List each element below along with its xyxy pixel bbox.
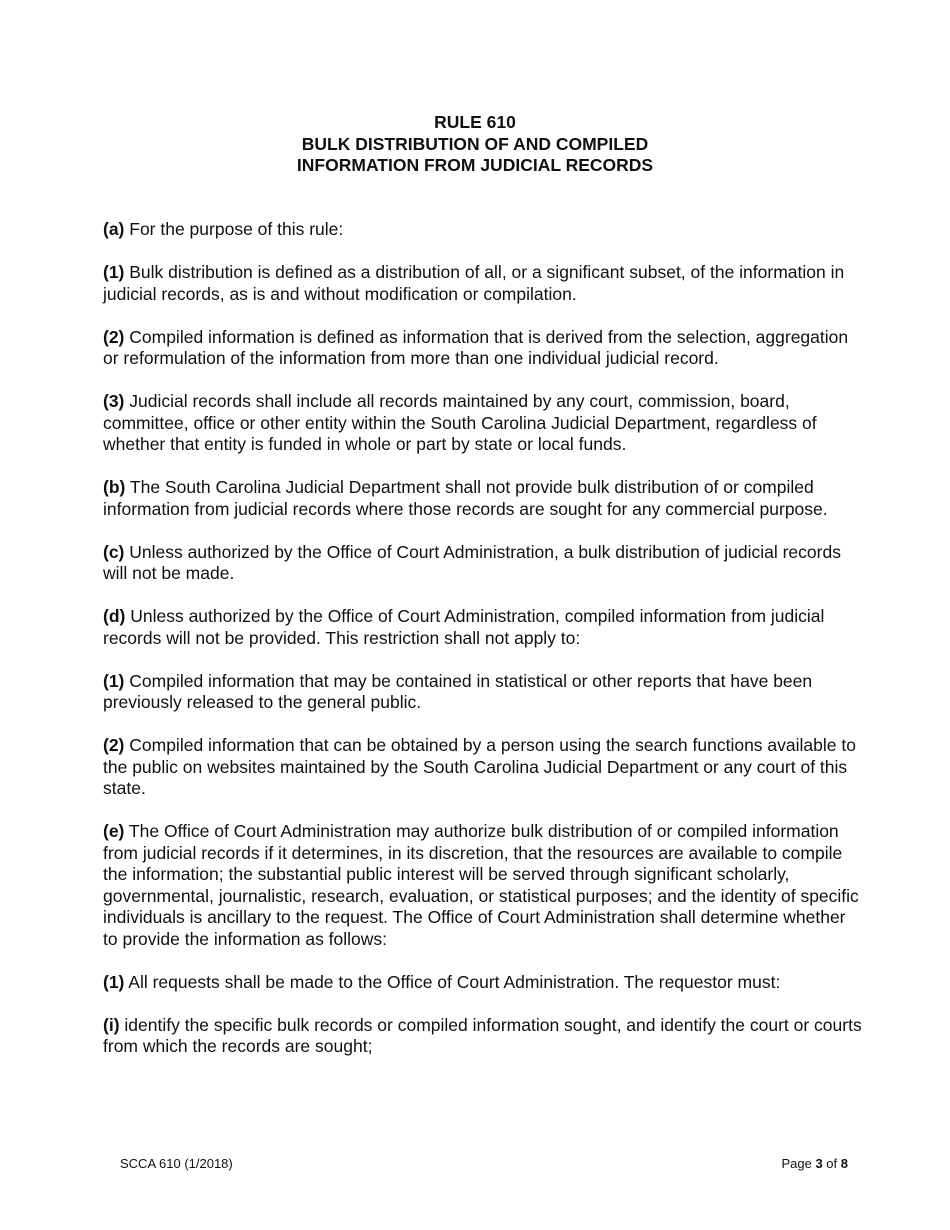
paragraph-a [103, 219, 863, 241]
paragraph-text: Unless authorized by the Office of Court Administration, compiled information from judicial records will not be provided. This restriction shall not apply to: [103, 606, 825, 648]
paragraph-a-2 [103, 327, 863, 370]
page-of: of [822, 1156, 841, 1171]
paragraph-a-1 [103, 262, 863, 305]
paragraph-a-3 [103, 391, 863, 456]
paragraph-d [103, 606, 863, 649]
rule-title-line-2: INFORMATION FROM JUDICIAL RECORDS [296, 155, 654, 175]
paragraph-e-1 [103, 972, 863, 994]
page-prefix: Page [781, 1156, 816, 1171]
paragraph-b [103, 477, 863, 520]
paragraph-d-1 [103, 671, 863, 714]
paragraph-text: The South Carolina Judicial Department shall not provide bulk distribution of or compiled information from judicial records where those records are sought for any commercial purpose. [103, 477, 828, 519]
paragraph-label: (e) [103, 821, 125, 841]
rule-title-line-1: BULK DISTRIBUTION OF AND COMPILED [301, 133, 649, 154]
paragraph-text: Compiled information is defined as information that is derived from the selection, aggregation or reformulation of the information from more than one individual judicial record. [103, 326, 849, 368]
paragraph-text: The Office of Court Administration may authorize bulk distribution of or compiled information from judicial records if it determines, in its discretion, that the resources are available to compile the information; the substantial public interest will be served through significant scholarly, governmental, journalistic, research, evaluation, or statistical purposes; and the identity of specific individuals is ancillary to the request. The Office of Court Administration shall determine whether to provide the information as follows: [103, 821, 859, 949]
paragraph-text: Unless authorized by the Office of Court Administration, a bulk distribution of judicial records will not be made. [103, 541, 841, 583]
rule-number: RULE 610 [434, 112, 516, 132]
paragraph-text: All requests shall be made to the Office of Court Administration. The requestor must: [124, 971, 781, 992]
paragraph-text: For the purpose of this rule: [124, 219, 344, 239]
paragraph-label: (1) [103, 262, 125, 282]
paragraph-text: identify the specific bulk records or compiled information sought, and identify the court or courts from which the records are sought; [103, 1014, 862, 1056]
paragraph-label: (1) [103, 670, 125, 691]
paragraph-e-1-i [103, 1015, 863, 1058]
paragraph-label: (2) [103, 735, 125, 755]
footer-form-id: SCCA 610 (1/2018) [120, 1156, 233, 1171]
paragraph-text: Compiled information that may be contained in statistical or other reports that have been previously released to the general public. [103, 670, 813, 712]
paragraph-c [103, 542, 863, 585]
paragraph-label: (b) [103, 477, 126, 497]
paragraph-text: Compiled information that can be obtained by a person using the search functions available to the public on websites maintained by the South Carolina Judicial Department or any court of this state. [103, 735, 856, 798]
footer-page-number [781, 1156, 848, 1172]
paragraph-text: Bulk distribution is defined as a distribution of all, or a significant subset, of the information in judicial records, as is and without modification or compilation. [103, 262, 845, 304]
paragraph-label: (c) [103, 541, 125, 562]
paragraph-label: (d) [103, 606, 126, 626]
rule-title-block [0, 112, 950, 177]
paragraph-label: (1) [103, 971, 125, 992]
paragraph-label: (i) [103, 1014, 120, 1035]
page-total: 8 [840, 1156, 848, 1171]
paragraph-d-2 [103, 735, 863, 800]
page-current: 3 [815, 1156, 823, 1171]
paragraph-label: (2) [103, 326, 125, 347]
paragraph-label: (a) [103, 219, 125, 239]
rule-body [103, 219, 863, 1079]
paragraph-text: Judicial records shall include all records maintained by any court, commission, board, committee, office or other entity within the South Carolina Judicial Department, regardless of whether that entity is funded in whole or part by state or local funds. [103, 391, 817, 454]
paragraph-label: (3) [103, 391, 125, 411]
paragraph-e [103, 821, 863, 950]
